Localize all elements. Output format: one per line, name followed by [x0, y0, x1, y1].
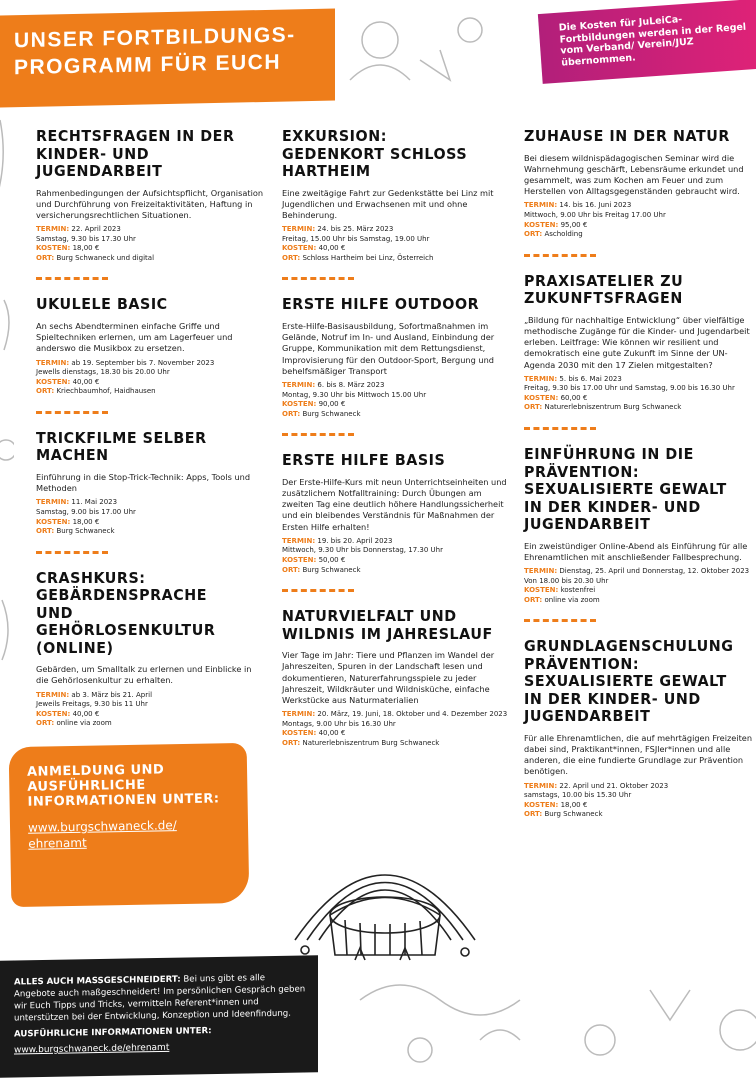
event-cost: 40,00 €: [318, 729, 346, 738]
event-location: online via zoom: [544, 595, 600, 604]
event-date: ab 3. März bis 21. April: [71, 690, 153, 699]
event-time: Mittwoch, 9.30 Uhr bis Donnerstag, 17.30 Uhr: [282, 546, 443, 555]
termin-label: TERMIN:: [282, 381, 316, 389]
event-meta: [36, 498, 264, 536]
event-date: 5. bis 6. Mai 2023: [559, 374, 622, 383]
event-cost: 40,00 €: [72, 709, 100, 718]
termin-label: TERMIN:: [524, 566, 558, 575]
event-date: Dienstag, 25. April und Donnerstag, 12. Oktober 2023: [559, 566, 750, 575]
termin-label: TERMIN:: [524, 374, 558, 383]
event-title: RECHTSFRAGEN IN DER KINDER- UND JUGENDARBEIT: [36, 127, 235, 180]
event-meta: [36, 359, 264, 397]
kosten-label: KOSTEN:: [36, 709, 71, 718]
event-time: Jeweils Freitags, 9.30 bis 11 Uhr: [36, 700, 148, 709]
event-cost: 40,00 €: [72, 377, 100, 386]
kosten-label: KOSTEN:: [524, 220, 559, 229]
kosten-label: KOSTEN:: [36, 517, 71, 526]
event-time: Von 18.00 bis 20.30 Uhr: [524, 576, 609, 585]
event-location: Naturerlebniszentrum Burg Schwaneck: [544, 403, 682, 412]
ort-label: ORT:: [524, 403, 543, 412]
event-location: Schloss Hartheim bei Linz, Österreich: [302, 253, 434, 262]
kosten-label: KOSTEN:: [282, 556, 317, 565]
registration-link-line-1[interactable]: www.burgschwaneck.de/: [27, 818, 177, 835]
event-card: [36, 430, 264, 537]
event-date: 6. bis 8. März 2023: [317, 381, 385, 389]
kosten-label: KOSTEN:: [36, 377, 71, 386]
event-card: [36, 128, 264, 263]
termin-label: TERMIN:: [282, 536, 316, 545]
event-card: [282, 128, 512, 263]
kosten-label: KOSTEN:: [36, 244, 71, 253]
event-description: Rahmenbedingungen der Aufsichtspflicht, Organisation und Durchführung von Freizeitaktivitäten, Haftung in versicherungsrechtlichen Situationen.: [36, 187, 264, 220]
divider: [36, 411, 108, 414]
footer-body: Bei uns gibt es alle Angebote auch maßgeschneidert! Im persönlichen Gespräch geben wir Euch Tipps und Tricks, vermitteln Referent*innen und unterstützen bei der Entwicklung, Konzeption und Ideenfindung.: [14, 973, 306, 1024]
event-location: Burg Schwaneck: [302, 409, 361, 418]
column-1: [36, 128, 264, 729]
event-location: Naturerlebniszentrum Burg Schwaneck: [302, 739, 440, 748]
footer-text: [14, 971, 308, 1024]
circus-tent-illustration: [285, 820, 485, 970]
ort-label: ORT:: [36, 253, 55, 262]
termin-label: TERMIN:: [36, 690, 70, 699]
event-meta: [282, 710, 512, 748]
termin-label: TERMIN:: [36, 498, 70, 507]
event-meta: [282, 225, 512, 263]
divider: [524, 427, 596, 430]
column-3: [524, 128, 756, 820]
event-cost: 95,00 €: [560, 220, 588, 229]
event-location: online via zoom: [56, 719, 112, 728]
kosten-label: KOSTEN:: [524, 586, 559, 595]
event-cost: 40,00 €: [318, 244, 346, 253]
event-date: 11. Mai 2023: [71, 498, 118, 507]
event-time: Mittwoch, 9.00 Uhr bis Freitag 17.00 Uhr: [524, 210, 666, 219]
event-description: „Bildung für nachhaltige Entwicklung“ über vielfältige methodische Zugänge für die Kinder- und Jugendarbeit erleben. Leitfrage: Wie können wir resilient und demokratisch eine gute Zukunft im Sinne der UN-Agenda 2030 mit den 17 Zielen mitgestalten?: [524, 314, 750, 370]
event-cost: 18,00 €: [72, 517, 100, 526]
divider: [524, 619, 596, 622]
event-description: An sechs Abendterminen einfache Griffe und Spieltechniken erlernen, um am Lagerfeuer und anderswo die Musikbox zu ersetzen.: [36, 320, 233, 354]
event-cost: 90,00 €: [318, 400, 346, 409]
termin-label: TERMIN:: [36, 225, 70, 234]
event-description: Eine zweitägige Fahrt zur Gedenkstätte bei Linz mit Jugendlichen und Erwachsenen mit und ohne Behinderung.: [282, 187, 494, 220]
ort-label: ORT:: [282, 409, 301, 418]
event-location: Ascholding: [544, 230, 583, 239]
event-meta: [524, 567, 756, 605]
event-cost: 18,00 €: [72, 244, 100, 253]
termin-label: TERMIN:: [524, 781, 558, 790]
event-card: [282, 608, 512, 748]
event-title: EINFÜHRUNG IN DIE PRÄVENTION: SEXUALISIERTE GEWALT IN DER KINDER- UND JUGENDARBEIT: [524, 445, 727, 534]
divider: [282, 433, 354, 436]
event-description: Einführung in die Stop-Trick-Technik: Apps, Tools und Methoden: [36, 471, 251, 494]
event-cost: 18,00 €: [560, 800, 588, 809]
event-card: [282, 452, 512, 575]
termin-label: TERMIN:: [282, 225, 316, 234]
divider: [282, 589, 354, 592]
event-meta: [282, 381, 512, 419]
event-meta: [36, 691, 264, 729]
event-meta: [524, 201, 756, 239]
event-time: samstags, 10.00 bis 15.30 Uhr: [524, 791, 632, 800]
kosten-label: KOSTEN:: [282, 729, 317, 738]
divider: [524, 254, 596, 257]
divider: [282, 277, 354, 280]
ort-label: ORT:: [282, 253, 301, 262]
event-description: Erste-Hilfe-Basisausbildung, Sofortmaßnahmen im Gelände, Notruf im In- und Ausland, Einbindung der Gruppe, Kommunikation mit dem Rettungsdienst, Improvisierung für den Outdoor-Sport, Bergung und behelfsmäßiger Transport: [282, 320, 495, 376]
divider: [36, 277, 108, 280]
termin-label: TERMIN:: [282, 710, 316, 719]
event-meta: [524, 375, 756, 413]
event-card: [282, 296, 512, 419]
footer-label: ALLES AUCH MASSGESCHNEIDERT:: [14, 974, 181, 988]
event-time: Montags, 9.00 Uhr bis 16.30 Uhr: [282, 719, 396, 728]
footer-box: [0, 955, 318, 1078]
column-2: [282, 128, 512, 749]
event-location: Kriechbaumhof, Haidhausen: [56, 387, 156, 396]
event-date: 14. bis 16. Juni 2023: [559, 201, 632, 210]
event-location: Burg Schwaneck: [302, 565, 361, 574]
event-title: NATURVIELFALT UND WILDNIS IM JAHRESLAUF: [282, 607, 493, 643]
cost-note-text: Die Kosten für JuLeiCa- Fortbildungen werden in der Regel vom Verband/ Verein/JUZ übernommen.: [558, 14, 747, 69]
event-cost: 50,00 €: [318, 556, 346, 565]
ort-label: ORT:: [524, 595, 543, 604]
event-date: 20. März, 19. Juni, 18. Oktober und 4. Dezember 2023: [317, 710, 508, 719]
event-time: Freitag, 9.30 bis 17.00 Uhr und Samstag, 9.00 bis 16.30 Uhr: [524, 384, 735, 393]
termin-label: TERMIN:: [524, 201, 558, 210]
registration-box: [9, 743, 250, 907]
registration-link-line-2[interactable]: ehrenamt: [28, 835, 87, 851]
ort-label: ORT:: [524, 810, 543, 819]
termin-label: TERMIN:: [36, 358, 70, 367]
event-card: [36, 570, 264, 729]
event-time: Jewells dienstags, 18.30 bis 20.00 Uhr: [36, 368, 170, 377]
event-cost: 60,00 €: [560, 393, 588, 402]
event-date: 19. bis 20. April 2023: [317, 536, 393, 545]
event-description: Ein zweistündiger Online-Abend als Einführung für alle Ehrenamtlichen mit anschließender Fallbesprechung.: [524, 540, 748, 562]
page-header: [0, 8, 335, 107]
event-date: 22. April und 21. Oktober 2023: [559, 781, 669, 790]
event-location: Burg Schwaneck: [544, 810, 603, 819]
divider: [36, 551, 108, 554]
event-time: Montag, 9.30 Uhr bis Mittwoch 15.00 Uhr: [282, 390, 427, 399]
event-time: Samstag, 9.00 bis 17.00 Uhr: [36, 507, 136, 516]
event-location: Burg Schwaneck: [56, 527, 115, 536]
header-line-2: PROGRAMM FÜR EUCH: [14, 50, 281, 80]
event-date: ab 19. September bis 7. November 2023: [71, 358, 215, 367]
header-line-1: UNSER FORTBILDUNGS-: [14, 23, 296, 53]
footer-label-2: AUSFÜHRLICHE INFORMATIONEN UNTER:: [14, 1026, 212, 1040]
event-date: 22. April 2023: [71, 225, 121, 234]
event-meta: [36, 225, 264, 263]
kosten-label: KOSTEN:: [524, 800, 559, 809]
event-time: Samstag, 9.30 bis 17.30 Uhr: [36, 234, 136, 243]
event-card: [524, 446, 756, 605]
event-title: ERSTE HILFE OUTDOOR: [282, 295, 480, 314]
event-title: EXKURSION: GEDENKORT SCHLOSS HARTHEIM: [282, 127, 468, 180]
event-meta: [282, 537, 512, 575]
event-card: [524, 273, 756, 413]
event-meta: [524, 782, 756, 820]
event-description: Der Erste-Hilfe-Kurs mit neun Unterrichtseinheiten und zusätzlichem Notfalltraining: Durch Übungen am zweiten Tag eine deutlich höhere Handlungssicherheit und ein bleibendes Verständnis für Maßnahmen der Ersten Hilfe erhalten!: [282, 476, 507, 532]
event-description: Bei diesem wildnispädagogischen Seminar wird die Wahrnehmung geschärft, Lebensräume erkundet und gesammelt, was zum Kochen am Feuer und zum Herstellen von Alltagsgegenständen gebraucht wird.: [524, 152, 744, 197]
event-title: PRAXISATELIER ZU ZUKUNFTSFRAGEN: [524, 271, 684, 308]
ort-label: ORT:: [282, 565, 301, 574]
event-time: Freitag, 15.00 Uhr bis Samstag, 19.00 Uhr: [282, 234, 430, 243]
event-cost: kostenfrei: [560, 586, 596, 595]
event-title: UKULELE BASIC: [36, 295, 168, 314]
kosten-label: KOSTEN:: [524, 393, 559, 402]
event-card: [36, 296, 264, 396]
event-location: Burg Schwaneck und digital: [56, 253, 155, 262]
event-title: ERSTE HILFE BASIS: [282, 451, 446, 470]
event-title: GRUNDLAGENSCHULUNG PRÄVENTION: SEXUALISIERTE GEWALT IN DER KINDER- UND JUGENDARBEIT: [524, 637, 734, 726]
ort-label: ORT:: [36, 719, 55, 728]
footer-link[interactable]: www.burgschwaneck.de/ehrenamt: [14, 1042, 170, 1056]
event-description: Für alle Ehrenamtlichen, die auf mehrtägigen Freizeiten dabei sind, Praktikant*innen, FSJler*innen und alle anderen, die eine fundierte Grundlage zur Prävention benötigen.: [524, 732, 753, 777]
event-description: Gebärden, um Smalltalk zu erlernen und Einblicke in die Gehörlosenkultur zu erhalten.: [36, 664, 252, 686]
event-title: TRICKFILME SELBER MACHEN: [36, 428, 207, 465]
event-title: ZUHAUSE IN DER NATUR: [524, 127, 730, 145]
kosten-label: KOSTEN:: [282, 244, 317, 253]
registration-title: ANMELDUNG UND AUSFÜHRLICHE INFORMATIONEN UNTER:: [26, 762, 220, 810]
event-title: CRASHKURS: GEBÄRDENSPRACHE UND GEHÖRLOSENKULTUR (ONLINE): [36, 568, 216, 657]
ort-label: ORT:: [36, 527, 55, 536]
event-date: 24. bis 25. März 2023: [317, 225, 394, 234]
ort-label: ORT:: [282, 739, 301, 748]
event-description: Vier Tage im Jahr: Tiere und Pflanzen im Wandel der Jahreszeiten, Spuren in der Landschaft lesen und dokumentieren, Naturerfahrungsspiele zu jeder Jahreszeit, Wildkräuter und Wildnisküche, einfache Werkstücke aus Naturmaterialien: [282, 650, 495, 706]
event-card: [524, 638, 756, 820]
ort-label: ORT:: [524, 230, 543, 239]
event-card: [524, 128, 756, 240]
cost-note-banner: [538, 0, 756, 84]
kosten-label: KOSTEN:: [282, 400, 317, 409]
ort-label: ORT:: [36, 387, 55, 396]
